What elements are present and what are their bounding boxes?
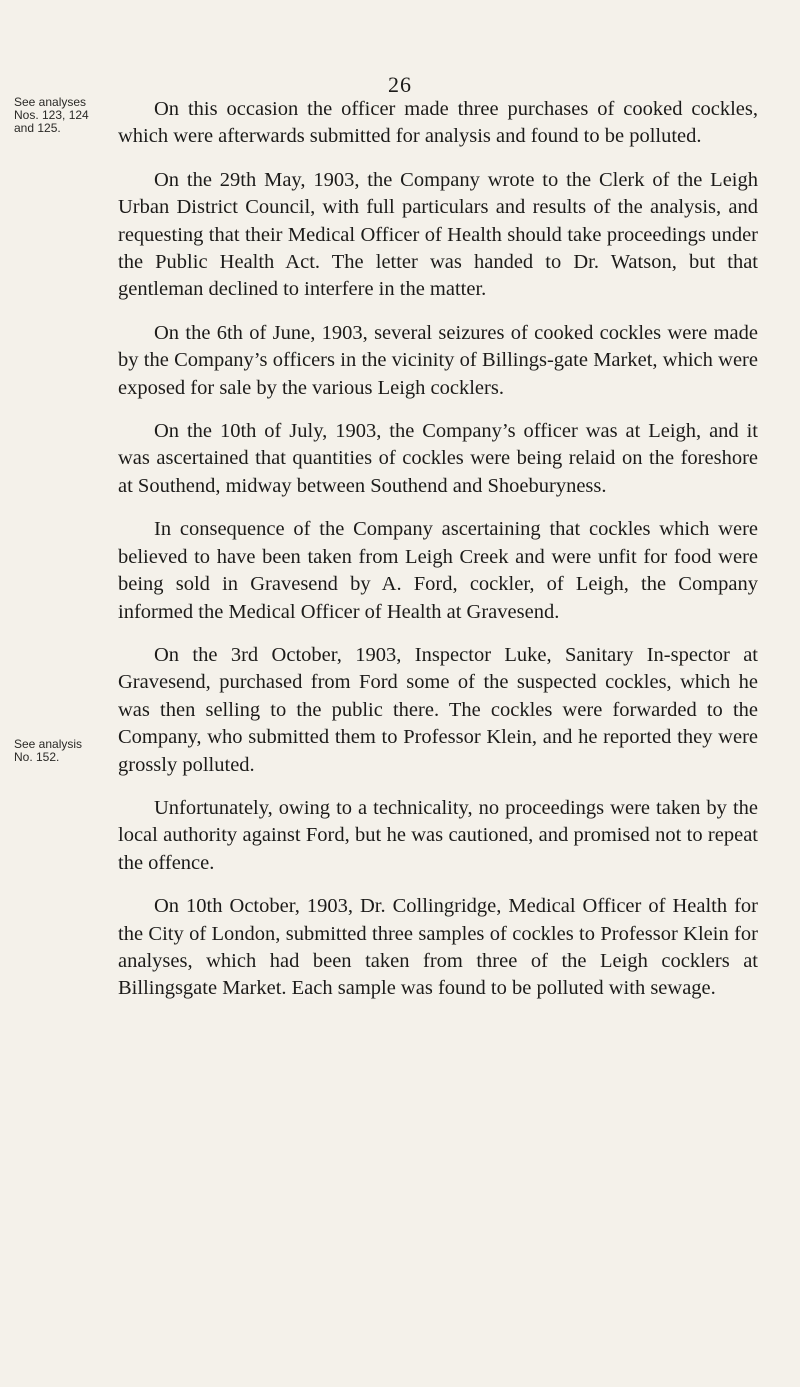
paragraph-purchases: On this occasion the officer made three purchases of cooked cockles, which were afterwards submitted for analysis and found to be polluted. [118, 98, 758, 148]
page-number: 26 [388, 72, 412, 97]
paragraph-29th-may: On the 29th May, 1903, the Company wrote to the Clerk of the Leigh Urban District Council, with full particulars and results of the analysis, and requesting that their Medical Officer of Health should take proceedings under the Public Health Act. The letter was handed to Dr. Watson, but that gentleman declined to interfere in the matter. [118, 168, 758, 301]
body-text [118, 96, 758, 1019]
paragraph-10th-october: On 10th October, 1903, Dr. Collingridge, Medical Officer of Health for the City of London, submitted three samples of cockles to Professor Klein for analyses, which had been taken from three of the Leigh cocklers at Billingsgate Market. Each sample was found to be polluted with sewage. [118, 895, 758, 1000]
margin-note-analysis-152: See analysis No. 152. [14, 737, 83, 764]
paragraph-gravesend: In consequence of the Company ascertaining that cockles which were believed to have been taken from Leigh Creek and were unfit for food were being sold in Gravesend by A. Ford, cockler, of Leigh, the Company informed the Medical Officer of Health at Gravesend. [118, 518, 758, 623]
paragraph-3rd-october: On the 3rd October, 1903, Inspector Luke, Sanitary In-spector at Gravesend, purchased from Ford some of the suspected cockles, which he was then selling to the public there. The cockles were forwarded to the Company, who submitted them to Professor Klein, and he reported they were grossly polluted. [118, 643, 758, 776]
paragraph-technicality: Unfortunately, owing to a technicality, no proceedings were taken by the local authority against Ford, but he was cautioned, and promised not to repeat the offence. [118, 796, 758, 874]
margin-note-analyses-123-125: See analyses Nos. 123, 124 and 125. [14, 95, 89, 135]
paragraph-6th-june: On the 6th of June, 1903, several seizures of cooked cockles were made by the Company’s officers in the vicinity of Billings-gate Market, which were exposed for sale by the various Leigh cocklers. [118, 321, 758, 399]
paragraph-10th-july: On the 10th of July, 1903, the Company’s officer was at Leigh, and it was ascertained that quantities of cockles were being relaid on the foreshore at Southend, midway between Southend and Shoeburyness. [118, 420, 758, 497]
